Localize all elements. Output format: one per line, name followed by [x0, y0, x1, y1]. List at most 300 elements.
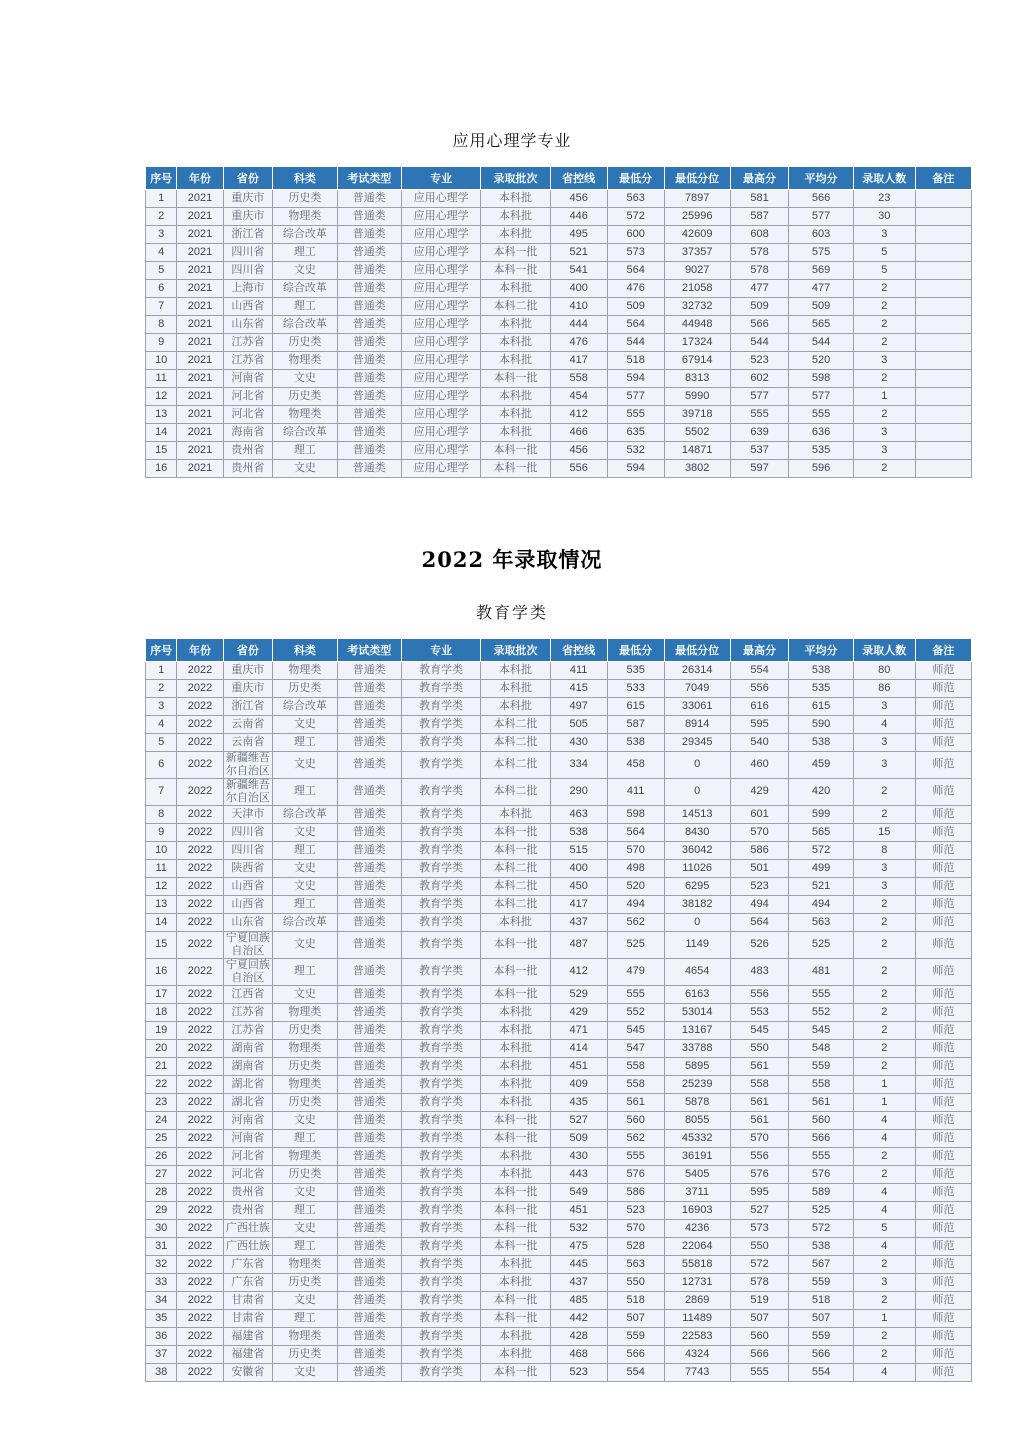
table-cell: 普通类 — [337, 752, 401, 779]
table-cell: 2 — [853, 958, 915, 985]
table-cell: 3711 — [664, 1183, 730, 1201]
table-cell: 教育学类 — [402, 805, 481, 823]
table-cell: 602 — [730, 370, 789, 388]
table-cell: 3 — [853, 226, 915, 244]
table-cell: 555 — [730, 406, 789, 424]
table-cell: 普通类 — [337, 1237, 401, 1255]
table-cell: 8055 — [664, 1111, 730, 1129]
table-cell: 本科批 — [481, 1255, 550, 1273]
table-row — [146, 1183, 972, 1201]
table-cell: 2021 — [177, 370, 223, 388]
table-cell: 559 — [789, 1057, 853, 1075]
table-cell: 12 — [146, 877, 177, 895]
table-cell: 25996 — [664, 208, 730, 226]
table-cell: 教育学类 — [402, 1255, 481, 1273]
table-cell: 物理类 — [273, 406, 337, 424]
table-cell: 应用心理学 — [402, 388, 481, 406]
table-cell: 师范 — [915, 1075, 971, 1093]
table-cell: 山东省 — [223, 316, 273, 334]
table-cell: 物理类 — [273, 352, 337, 370]
table-cell: 485 — [550, 1291, 607, 1309]
table-cell: 教育学类 — [402, 1363, 481, 1381]
table-row — [146, 1309, 972, 1327]
table-cell: 22064 — [664, 1237, 730, 1255]
table-row — [146, 352, 972, 370]
table-cell: 普通类 — [337, 1201, 401, 1219]
table-cell: 2022 — [177, 1363, 223, 1381]
table-cell: 550 — [730, 1039, 789, 1057]
table-cell: 2022 — [177, 1039, 223, 1057]
table-cell: 文史 — [273, 752, 337, 779]
table-cell: 普通类 — [337, 1183, 401, 1201]
table-cell: 2022 — [177, 1219, 223, 1237]
table-cell: 教育学类 — [402, 662, 481, 680]
column-header: 考试类型 — [337, 639, 401, 662]
table-row — [146, 805, 972, 823]
table-cell: 本科一批 — [481, 931, 550, 958]
table-cell: 471 — [550, 1021, 607, 1039]
table-cell: 3 — [146, 698, 177, 716]
table-cell: 430 — [550, 1147, 607, 1165]
table-cell: 475 — [550, 1237, 607, 1255]
table-cell: 2 — [853, 1345, 915, 1363]
table-cell: 文史 — [273, 1183, 337, 1201]
column-header: 省控线 — [550, 639, 607, 662]
table-cell: 河北省 — [223, 406, 273, 424]
table-cell: 2022 — [177, 716, 223, 734]
table-cell: 450 — [550, 877, 607, 895]
table-row — [146, 778, 972, 805]
table-cell: 2022 — [177, 1237, 223, 1255]
table-cell: 14871 — [664, 442, 730, 460]
table-cell: 459 — [789, 752, 853, 779]
table-cell: 安徽省 — [223, 1363, 273, 1381]
table-cell: 13 — [146, 406, 177, 424]
table-cell: 师范 — [915, 1093, 971, 1111]
table-cell: 576 — [730, 1165, 789, 1183]
table-cell: 538 — [789, 662, 853, 680]
table-row — [146, 680, 972, 698]
table-row — [146, 1129, 972, 1147]
table-cell: 本科批 — [481, 1147, 550, 1165]
table-cell: 普通类 — [337, 406, 401, 424]
table-cell: 综合改革 — [273, 424, 337, 442]
table-cell: 师范 — [915, 1237, 971, 1255]
table-cell: 2 — [853, 1003, 915, 1021]
table-cell: 554 — [607, 1363, 664, 1381]
table-cell: 538 — [789, 734, 853, 752]
table-cell: 2022 — [177, 1111, 223, 1129]
table-cell: 603 — [789, 226, 853, 244]
table-cell: 师范 — [915, 1345, 971, 1363]
table-cell: 普通类 — [337, 1309, 401, 1327]
table-cell: 2022 — [177, 985, 223, 1003]
table-row — [146, 752, 972, 779]
table-cell: 本科一批 — [481, 841, 550, 859]
table-cell: 1 — [146, 190, 177, 208]
table-cell: 86 — [853, 680, 915, 698]
table-cell: 师范 — [915, 1003, 971, 1021]
table-cell: 13 — [146, 895, 177, 913]
table-cell: 教育学类 — [402, 734, 481, 752]
table-cell: 567 — [789, 1255, 853, 1273]
table-cell: 430 — [550, 734, 607, 752]
table-cell: 文史 — [273, 985, 337, 1003]
table-cell: 572 — [607, 208, 664, 226]
table-row — [146, 298, 972, 316]
table-cell: 师范 — [915, 859, 971, 877]
table-cell: 河北省 — [223, 388, 273, 406]
table-cell: 23 — [853, 190, 915, 208]
table-cell: 2022 — [177, 931, 223, 958]
table-cell: 497 — [550, 698, 607, 716]
table-cell: 2 — [853, 298, 915, 316]
table-cell: 4654 — [664, 958, 730, 985]
table-cell: 10 — [146, 841, 177, 859]
table-cell: 22583 — [664, 1327, 730, 1345]
header-row — [146, 167, 972, 190]
table-cell: 533 — [607, 680, 664, 698]
table-cell: 80 — [853, 662, 915, 680]
table-cell — [915, 316, 971, 334]
table-cell: 2 — [853, 1021, 915, 1039]
table-cell: 2022 — [177, 805, 223, 823]
table-cell: 53014 — [664, 1003, 730, 1021]
table-cell: 海南省 — [223, 424, 273, 442]
table-cell: 2 — [853, 1327, 915, 1345]
table-cell: 湖北省 — [223, 1075, 273, 1093]
table-cell: 文史 — [273, 460, 337, 478]
table-cell: 479 — [607, 958, 664, 985]
table-cell: 物理类 — [273, 208, 337, 226]
table-cell: 本科批 — [481, 334, 550, 352]
table-cell: 本科一批 — [481, 1129, 550, 1147]
column-header: 备注 — [915, 639, 971, 662]
table-cell: 27 — [146, 1165, 177, 1183]
table-cell: 普通类 — [337, 1021, 401, 1039]
table-cell: 本科批 — [481, 698, 550, 716]
table-cell: 教育学类 — [402, 1327, 481, 1345]
table-cell: 理工 — [273, 958, 337, 985]
table-cell: 590 — [789, 716, 853, 734]
table-cell: 420 — [789, 778, 853, 805]
table-cell: 普通类 — [337, 1327, 401, 1345]
table-cell: 普通类 — [337, 316, 401, 334]
table-cell: 物理类 — [273, 1039, 337, 1057]
table-cell: 普通类 — [337, 985, 401, 1003]
table-cell: 浙江省 — [223, 698, 273, 716]
table-cell: 16 — [146, 958, 177, 985]
table-cell: 29345 — [664, 734, 730, 752]
table-cell: 师范 — [915, 1255, 971, 1273]
table-cell: 527 — [550, 1111, 607, 1129]
table-row — [146, 895, 972, 913]
table-cell: 518 — [607, 1291, 664, 1309]
table-cell: 477 — [789, 280, 853, 298]
column-header: 最低分位 — [664, 639, 730, 662]
table-cell: 本科二批 — [481, 895, 550, 913]
table-row — [146, 262, 972, 280]
table-cell: 33 — [146, 1273, 177, 1291]
table-cell: 2022 — [177, 1129, 223, 1147]
table-cell: 570 — [730, 823, 789, 841]
table-cell: 544 — [730, 334, 789, 352]
table-cell: 499 — [789, 859, 853, 877]
table-cell: 563 — [607, 1255, 664, 1273]
table-cell: 教育学类 — [402, 752, 481, 779]
table-cell: 7743 — [664, 1363, 730, 1381]
table-cell: 文史 — [273, 262, 337, 280]
table-cell: 2869 — [664, 1291, 730, 1309]
table-row — [146, 1057, 972, 1075]
table-cell: 444 — [550, 316, 607, 334]
table-cell: 8 — [853, 841, 915, 859]
table-cell: 本科批 — [481, 226, 550, 244]
table-cell: 应用心理学 — [402, 460, 481, 478]
table-cell: 615 — [607, 698, 664, 716]
table-cell: 甘肃省 — [223, 1291, 273, 1309]
table-cell: 普通类 — [337, 895, 401, 913]
table-row — [146, 985, 972, 1003]
table-row — [146, 859, 972, 877]
table-cell: 4 — [146, 716, 177, 734]
table-cell: 历史类 — [273, 680, 337, 698]
table-cell: 509 — [789, 298, 853, 316]
table-cell: 4 — [853, 1237, 915, 1255]
table-cell: 535 — [789, 680, 853, 698]
column-header: 省份 — [223, 639, 273, 662]
table-cell: 本科批 — [481, 805, 550, 823]
table-cell: 普通类 — [337, 352, 401, 370]
table-row — [146, 1201, 972, 1219]
table-row — [146, 244, 972, 262]
table-cell: 本科一批 — [481, 1237, 550, 1255]
table-cell: 2 — [146, 680, 177, 698]
column-header: 最高分 — [730, 639, 789, 662]
table-cell: 5 — [146, 262, 177, 280]
table-cell: 412 — [550, 406, 607, 424]
table-cell: 2022 — [177, 1327, 223, 1345]
table-cell: 山西省 — [223, 895, 273, 913]
column-header: 录取人数 — [853, 639, 915, 662]
table-cell: 教育学类 — [402, 823, 481, 841]
table-cell: 普通类 — [337, 1003, 401, 1021]
table-cell: 595 — [730, 716, 789, 734]
table-cell: 湖南省 — [223, 1039, 273, 1057]
table-cell: 11489 — [664, 1309, 730, 1327]
table-cell: 586 — [607, 1183, 664, 1201]
table-cell: 4 — [853, 1201, 915, 1219]
table-cell: 应用心理学 — [402, 280, 481, 298]
table-cell: 561 — [607, 1093, 664, 1111]
table-cell: 21058 — [664, 280, 730, 298]
table-cell: 师范 — [915, 778, 971, 805]
table-cell: 495 — [550, 226, 607, 244]
table-cell: 544 — [789, 334, 853, 352]
table-cell: 普通类 — [337, 298, 401, 316]
column-header: 最高分 — [730, 167, 789, 190]
table-cell: 2021 — [177, 190, 223, 208]
table-cell: 2 — [853, 1057, 915, 1075]
table-cell: 河北省 — [223, 1165, 273, 1183]
table-row — [146, 716, 972, 734]
table-cell: 4 — [853, 1129, 915, 1147]
table-cell: 639 — [730, 424, 789, 442]
table-cell: 教育学类 — [402, 1273, 481, 1291]
table-cell: 417 — [550, 352, 607, 370]
table-cell: 7897 — [664, 190, 730, 208]
table-cell: 应用心理学 — [402, 244, 481, 262]
table-cell: 师范 — [915, 877, 971, 895]
table-cell: 36 — [146, 1327, 177, 1345]
table-cell: 重庆市 — [223, 208, 273, 226]
table-cell: 云南省 — [223, 716, 273, 734]
table-cell: 2022 — [177, 958, 223, 985]
table-cell: 3 — [853, 442, 915, 460]
table-cell: 浙江省 — [223, 226, 273, 244]
table-cell: 普通类 — [337, 958, 401, 985]
table-cell: 河南省 — [223, 1111, 273, 1129]
table-cell: 2021 — [177, 262, 223, 280]
table-cell: 456 — [550, 190, 607, 208]
table-cell: 3 — [853, 698, 915, 716]
table-row — [146, 1291, 972, 1309]
table-cell: 2 — [853, 985, 915, 1003]
table-cell: 本科二批 — [481, 877, 550, 895]
table-cell: 普通类 — [337, 931, 401, 958]
table-cell: 应用心理学 — [402, 190, 481, 208]
table-cell: 师范 — [915, 698, 971, 716]
table-cell: 451 — [550, 1057, 607, 1075]
table-cell: 558 — [607, 1057, 664, 1075]
table-cell: 562 — [607, 1129, 664, 1147]
table-cell: 普通类 — [337, 1273, 401, 1291]
table-cell: 555 — [607, 406, 664, 424]
table-cell: 河南省 — [223, 1129, 273, 1147]
table-cell: 普通类 — [337, 1363, 401, 1381]
table-cell: 物理类 — [273, 1255, 337, 1273]
table-cell — [915, 424, 971, 442]
column-header: 考试类型 — [337, 167, 401, 190]
table-cell: 师范 — [915, 1147, 971, 1165]
table-cell: 26314 — [664, 662, 730, 680]
table-cell: 587 — [607, 716, 664, 734]
table-cell: 教育学类 — [402, 1111, 481, 1129]
table-cell: 538 — [789, 1237, 853, 1255]
header-row — [146, 639, 972, 662]
table-cell: 江苏省 — [223, 352, 273, 370]
admissions-table-2021-psychology — [145, 166, 972, 478]
table-cell: 578 — [730, 244, 789, 262]
table-cell: 11 — [146, 859, 177, 877]
table-cell: 17 — [146, 985, 177, 1003]
table-cell: 476 — [607, 280, 664, 298]
table-cell: 教育学类 — [402, 1147, 481, 1165]
table-cell — [915, 244, 971, 262]
table-cell: 2 — [853, 406, 915, 424]
table-cell: 教育学类 — [402, 1345, 481, 1363]
table-cell: 山东省 — [223, 913, 273, 931]
table-cell: 2 — [853, 1039, 915, 1057]
table-cell: 33788 — [664, 1039, 730, 1057]
table-cell: 普通类 — [337, 1057, 401, 1075]
table-cell: 普通类 — [337, 190, 401, 208]
table-cell: 普通类 — [337, 208, 401, 226]
table-cell: 历史类 — [273, 1021, 337, 1039]
table-cell: 教育学类 — [402, 958, 481, 985]
table-cell: 578 — [730, 262, 789, 280]
table-cell: 560 — [607, 1111, 664, 1129]
table-cell: 9 — [146, 823, 177, 841]
table-cell: 555 — [607, 985, 664, 1003]
table-cell: 理工 — [273, 298, 337, 316]
table-row — [146, 841, 972, 859]
table-cell: 3 — [853, 752, 915, 779]
table-cell: 2022 — [177, 841, 223, 859]
table-cell: 564 — [607, 823, 664, 841]
column-header: 专业 — [402, 167, 481, 190]
table-cell: 556 — [730, 985, 789, 1003]
table-cell: 本科一批 — [481, 1111, 550, 1129]
table-cell: 0 — [664, 913, 730, 931]
column-header: 平均分 — [789, 639, 853, 662]
table1-title: 应用心理学专业 — [452, 131, 572, 150]
table-cell: 501 — [730, 859, 789, 877]
table-cell: 综合改革 — [273, 316, 337, 334]
table-cell: 2 — [853, 1291, 915, 1309]
table-cell: 545 — [730, 1021, 789, 1039]
table-cell: 31 — [146, 1237, 177, 1255]
table-row — [146, 334, 972, 352]
table-cell: 5 — [853, 262, 915, 280]
table-cell: 463 — [550, 805, 607, 823]
table-cell: 544 — [607, 334, 664, 352]
table-cell: 42609 — [664, 226, 730, 244]
table-cell: 本科一批 — [481, 1363, 550, 1381]
table-cell: 师范 — [915, 1057, 971, 1075]
table-row — [146, 1039, 972, 1057]
table-cell: 45332 — [664, 1129, 730, 1147]
table-cell: 应用心理学 — [402, 298, 481, 316]
table-cell: 2022 — [177, 1057, 223, 1075]
table-cell: 理工 — [273, 841, 337, 859]
table-cell: 477 — [730, 280, 789, 298]
table-cell: 四川省 — [223, 823, 273, 841]
table-cell: 2 — [853, 1165, 915, 1183]
table-cell: 7 — [146, 778, 177, 805]
table-cell: 38 — [146, 1363, 177, 1381]
table-cell: 481 — [789, 958, 853, 985]
table-cell — [915, 352, 971, 370]
table-cell: 6 — [146, 280, 177, 298]
table-cell: 理工 — [273, 895, 337, 913]
table-cell: 应用心理学 — [402, 442, 481, 460]
table-cell: 应用心理学 — [402, 262, 481, 280]
table-cell: 文史 — [273, 1219, 337, 1237]
table-cell: 教育学类 — [402, 1093, 481, 1111]
table-cell: 18 — [146, 1003, 177, 1021]
table-cell: 411 — [550, 662, 607, 680]
table-cell: 本科批 — [481, 1327, 550, 1345]
table-row — [146, 460, 972, 478]
table-cell: 河南省 — [223, 370, 273, 388]
table-cell: 本科批 — [481, 1273, 550, 1291]
table-cell: 文史 — [273, 1111, 337, 1129]
table-cell: 江苏省 — [223, 334, 273, 352]
table-cell: 师范 — [915, 1327, 971, 1345]
table-row — [146, 958, 972, 985]
table-row — [146, 698, 972, 716]
